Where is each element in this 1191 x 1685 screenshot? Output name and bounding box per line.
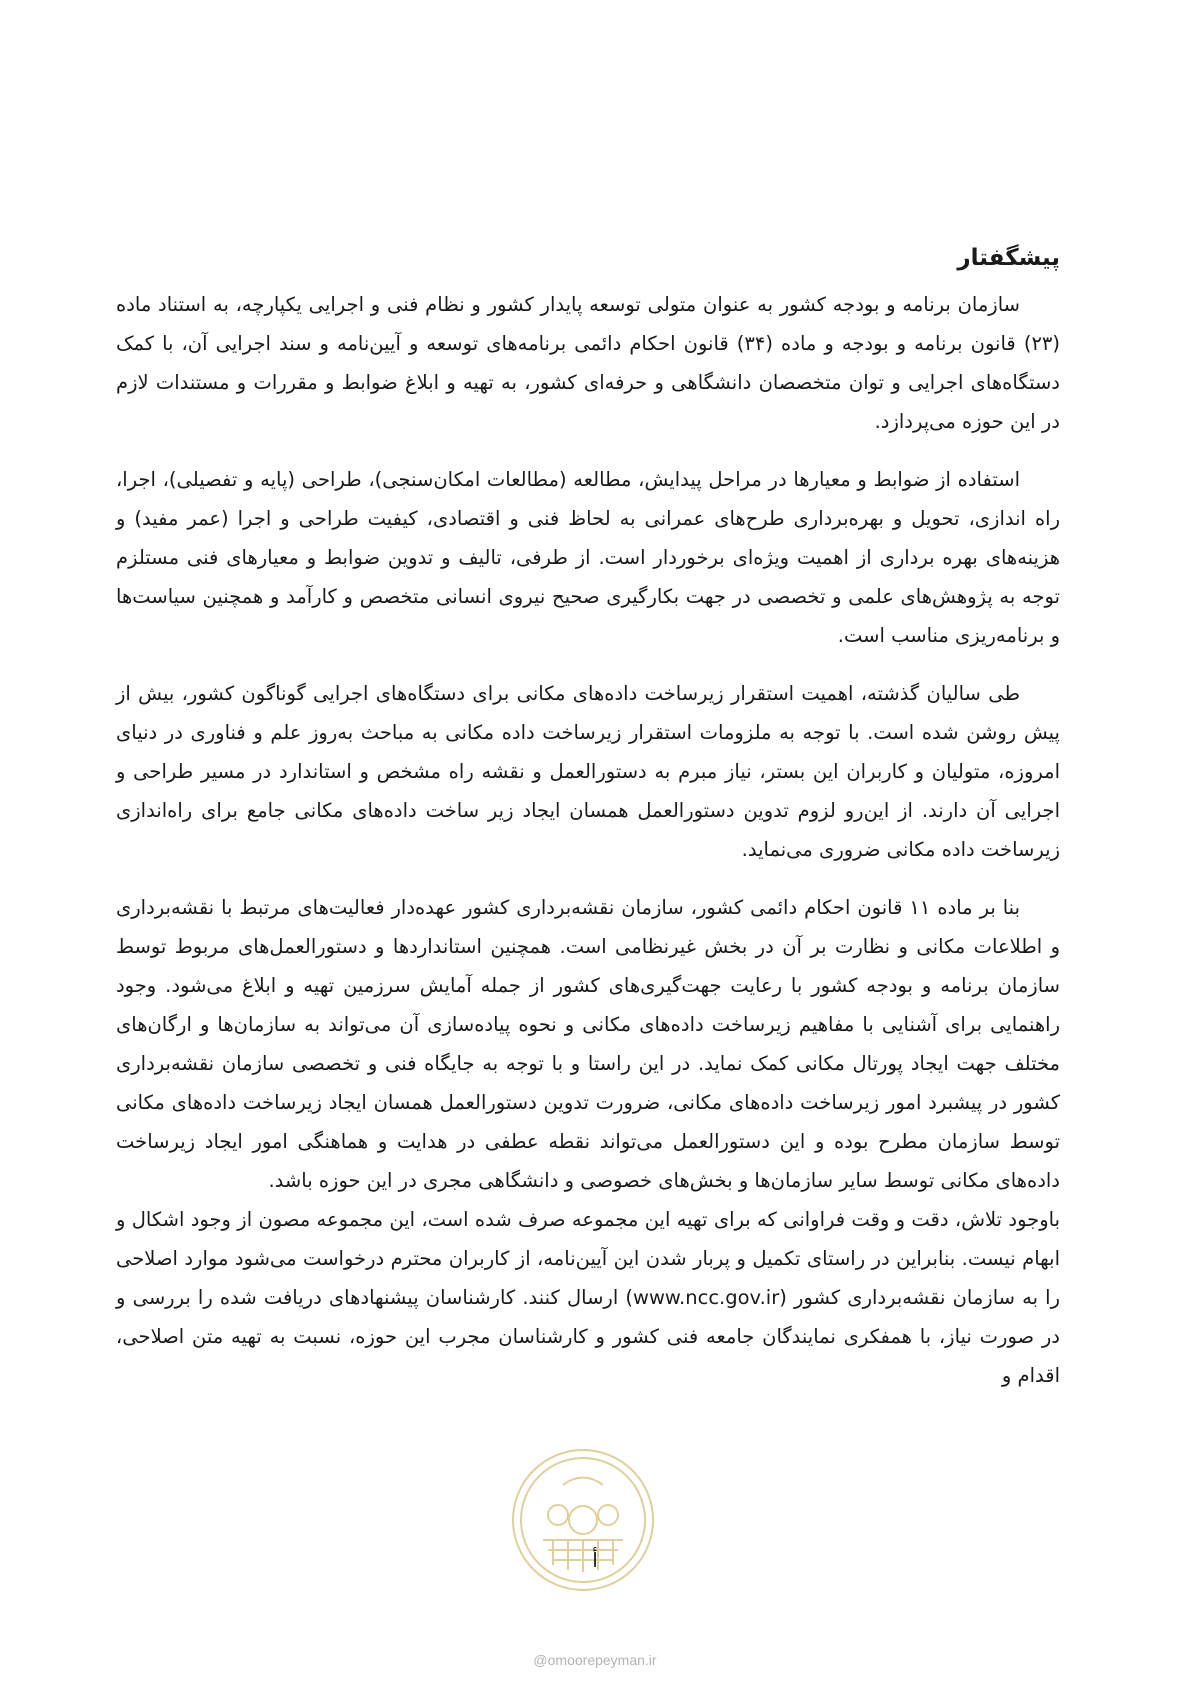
footer-website: @omoorepeyman.ir xyxy=(533,1652,657,1668)
paragraph-3: طی سالیان گذشته، اهمیت استقرار زیرساخت داده‌های مکانی برای دستگاه‌های اجرایی گوناگون کشور، بیش از پیش روشن شده است. با توجه به ملزومات استقرار زیرساخت داده مکانی به مباحث به‌روز علم و فناوری در دنیای امروزه، متولیان و کاربران این بستر، نیاز مبرم به دستورالعمل و نقشه راه مشخص و استاندارد در مسیر طراحی و اجرایی آن دارند. از این‌رو لزوم تدوین دستورالعمل همسان ایجاد زیر ساخت داده‌های مکانی جامع برای راه‌اندازی زیرساخت داده مکانی ضروری می‌نماید. xyxy=(116,682,1060,861)
paragraph-1: سازمان برنامه و بودجه کشور به عنوان متولی توسعه پایدار کشور و نظام فنی و اجرایی یکپارچه، به استناد ماده (۲۳) قانون برنامه و بودجه و ماده (۳۴) قانون احکام دائمی برنامه‌های توسعه و آیین‌نامه و سند اجرایی آن، با کمک دستگاه‌های اجرایی و توان متخصصان دانشگاهی و حرفه‌ای کشور، به تهیه و ابلاغ ضوابط و مقررات و مستندات لازم در این حوزه می‌پردازد. xyxy=(116,293,1060,433)
paragraph-2: استفاده از ضوابط و معیارها در مراحل پیدایش، مطالعه (مطالعات امکان‌سنجی)، طراحی (پایه و تفصیلی)، اجرا، راه اندازی، تحویل و بهره‌برداری طرح‌های عمرانی به لحاظ فنی و اقتصادی، کیفیت طراحی و اجرا (عمر مفید) و هزینه‌های بهره برداری از اهمیت ویژه‌ای برخوردار است. از طرفی، تالیف و تدوین ضوابط و معیارهای فنی مستلزم توجه به پژوهش‌های علمی و تخصصی در جهت بکارگیری صحیح نیروی انسانی متخصص و کارآمد و همچنین سیاست‌ها و برنامه‌ریزی مناسب است. xyxy=(116,468,1060,647)
emblem-seal-icon xyxy=(508,1445,658,1595)
paragraph-5: باوجود تلاش، دقت و وقت فراوانی که برای تهیه این مجموعه صرف شده است، این مجموعه مصون از وجود اشکال و ابهام نیست. بنابراین در راستای تکمیل و پربار شدن این آیین‌نامه، از کاربران محترم درخواست می‌شود موارد اصلاحی را به سازمان نقشه‌برداری کشور (www.ncc.gov.ir) ارسال کنند. کارشناسان پیشنهادهای دریافت شده را بررسی و در صورت نیاز، با همفکری نمایندگان جامعه فنی کشور و کارشناسان مجرب این حوزه، نسبت به تهیه متن اصلاحی، اقدام و xyxy=(116,1208,1060,1387)
paragraph-4: بنا بر ماده ۱۱ قانون احکام دائمی کشور، سازمان نقشه‌برداری کشور عهده‌دار فعالیت‌های مرتبط با نقشه‌برداری و اطلاعات مکانی و نظارت بر آن در بخش غیرنظامی است. همچنین استانداردها و دستورالعمل‌های مربوط توسط سازمان برنامه و بودجه کشور با رعایت جهت‌گیری‌های کشور از جمله آمایش سرزمین تهیه و ابلاغ می‌شود. وجود راهنمایی برای آشنایی با مفاهیم زیرساخت داده‌های مکانی و نحوه پیاده‌سازی آن می‌تواند به سازمان‌ها و ارگان‌های مختلف جهت ایجاد پورتال مکانی کمک نماید. در این راستا و با توجه به جایگاه فنی و تخصصی سازمان نقشه‌برداری کشور در پیشبرد امور زیرساخت داده‌های مکانی، ضرورت تدوین دستورالعمل همسان ایجاد زیرساخت داده‌های مکانی توسط سازمان مطرح بوده و این دستورالعمل می‌تواند نقطه عطفی در هدایت و هماهنگی امور ایجاد زیرساخت داده‌های مکانی توسط سایر سازمان‌ها و بخش‌های خصوصی و دانشگاهی مجری در این حوزه باشد. xyxy=(116,896,1060,1192)
document-body xyxy=(116,243,1060,1414)
page-heading: پیشگفتار xyxy=(957,245,1060,271)
page-number: أ xyxy=(592,1548,598,1572)
